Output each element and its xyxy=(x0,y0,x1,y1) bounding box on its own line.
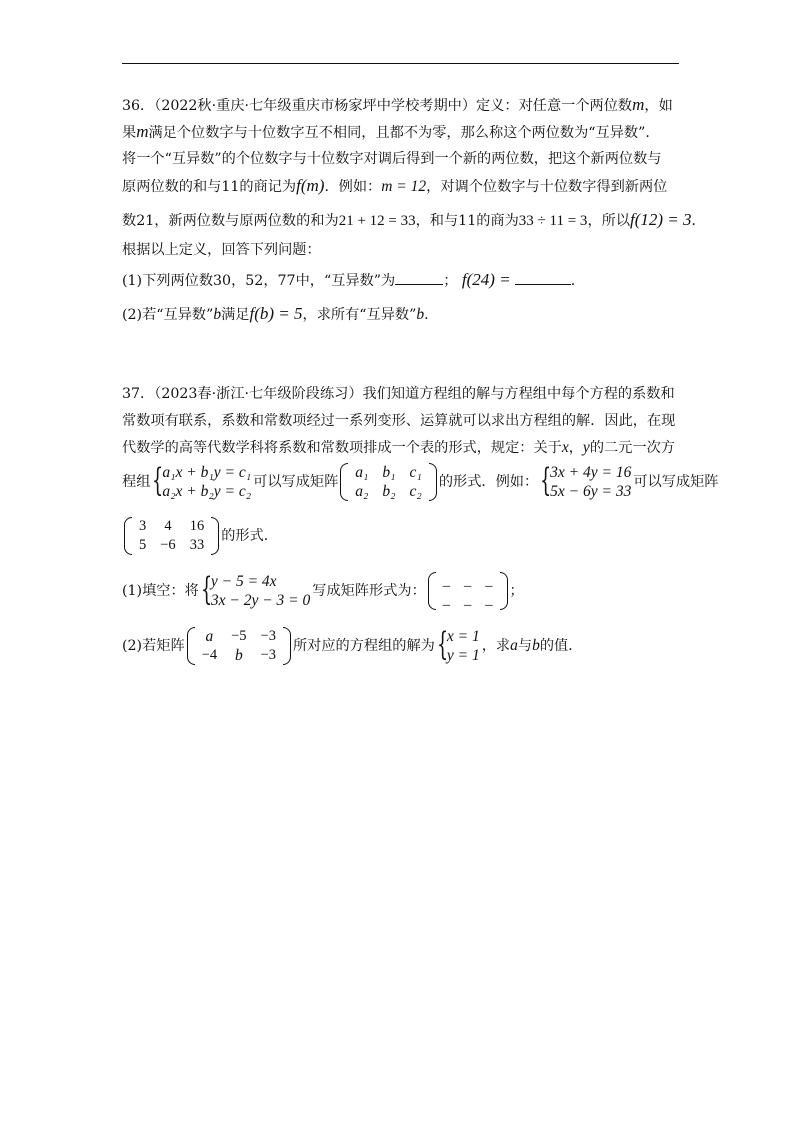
example-matrix: 3 4 16 5 −6 33 xyxy=(124,517,219,555)
p1-system: { y − 5 = 4x 3x − 2y − 3 = 0 xyxy=(200,570,311,609)
q36-line4: 原两位数的和与11的商记为f(m)．例如：m = 12，对调个位数字与十位数字得到新两位 xyxy=(122,176,668,195)
q36-line1: 36．（2022秋·重庆·七年级重庆市杨家坪中学校考期中）定义：对任意一个两位数m，如 xyxy=(122,95,673,114)
f-b: f(b) = 5 xyxy=(249,304,303,323)
answer-blank-1[interactable] xyxy=(395,270,443,285)
q37-line5: 3 4 16 5 −6 33 的形式． xyxy=(122,517,278,555)
var-b: b xyxy=(416,306,425,323)
answer-blank-2[interactable] xyxy=(515,270,571,285)
sum-equation: 21 + 12 = 33 xyxy=(338,213,416,229)
var-b: b xyxy=(213,306,222,323)
q36-part1: (1)下列两位数30，52，77中，“互异数”为 ； f(24) = ． xyxy=(122,270,585,289)
header-rule xyxy=(122,63,679,64)
q36-line2: 果m满足个位数字与十位数字互不相同，且都不为零，那么称这个两位数为“互异数”． xyxy=(122,122,660,141)
q37-line1: 37．（2023春·浙江·七年级阶段练习）我们知道方程组的解与方程组中每个方程的系数和 xyxy=(122,386,675,402)
q36-part2: (2)若“互异数”b满足f(b) = 5，求所有“互异数”b． xyxy=(122,304,439,323)
example-system: { 3x + 4y = 16 5x − 6y = 33 xyxy=(540,461,632,500)
var-m: m xyxy=(136,122,149,141)
q37-part2: (2)若矩阵 a −5 −3 −4 b −3 所对应的方程组的解为 { x = 1 y = 1 ，求a与b的值． xyxy=(122,625,583,664)
general-system: { a₁x + b₁y = c₁ a₂x + b₂y = c₂ xyxy=(152,461,252,500)
p2-solution-system: { x = 1 y = 1 xyxy=(436,625,480,664)
q37-part1: (1)填空：将 { y − 5 = 4x 3x − 2y − 3 = 0 写成矩阵形式为： _ _ _ _ _ _ ； xyxy=(122,570,524,609)
p2-matrix: a −5 −3 −4 b −3 xyxy=(187,627,291,665)
blank-matrix[interactable]: _ _ _ _ _ _ xyxy=(428,572,508,610)
q36-line3: 将一个“互异数”的个位数字与十位数字对调后得到一个新的两位数，把这个新两位数与 xyxy=(122,151,662,167)
f-24: f(24) = xyxy=(461,270,511,289)
m-equation: m = 12 xyxy=(381,178,427,195)
f-12: f(12) = 3 xyxy=(630,210,692,229)
q36-line5: 数21，新两位数与原两位数的和为21 + 12 = 33，和与11的商为33 ÷ 11 = 3，所以f(12) = 3． xyxy=(122,210,706,229)
q37-line4: 程组 { a₁x + b₁y = c₁ a₂x + b₂y = c₂ 可以写成矩阵 a₁ b₁ c₁ a₂ b₂ c₂ 的形式．例如： { 3x + 4y = 16 5x − 6y = 33 可以写成矩阵 xyxy=(122,461,719,500)
div-equation: 33 ÷ 11 = 3 xyxy=(518,213,588,229)
general-matrix: a₁ b₁ c₁ a₂ b₂ c₂ xyxy=(340,463,437,501)
q37-line2: 常数项有联系，系数和常数项经过一系列变形、运算就可以求出方程组的解．因此，在现 xyxy=(122,413,676,429)
q36-line6: 根据以上定义，回答下列问题： xyxy=(122,242,321,258)
var-m: m xyxy=(632,95,645,114)
f-of-m: f(m) xyxy=(296,176,325,195)
q37-line3: 代数学的高等代数学科将系数和常数项排成一个表的形式，规定：关于x，y的二元一次方 xyxy=(122,439,675,456)
